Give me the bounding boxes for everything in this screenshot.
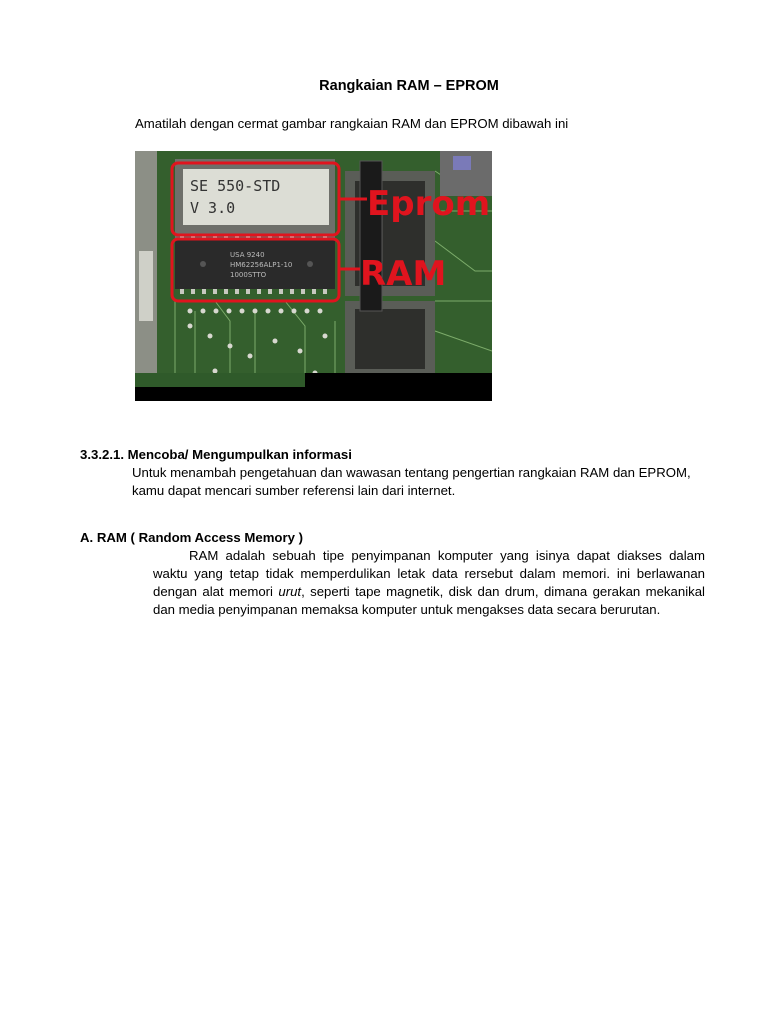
ram-eprom-photo <box>135 151 492 401</box>
ram-chip-line1: USA 9240 <box>230 251 265 259</box>
section-body-ram <box>153 547 705 619</box>
eprom-label: Eprom <box>367 184 491 224</box>
section-body-3-3-2-1: Untuk menambah pengetahuan dan wawasan tentang pengertian rangkaian RAM dan EPROM, kamu dapat mencari sumber referensi lain dari internet. <box>132 465 691 498</box>
ram-body-part1: RAM adalah sebuah tipe penyimpanan komputer yang isinya dapat diakses dalam waktu yang tetap tidak memperdulikan letak data rersebut dalam memori. ini berlawanan dengan alat memori <box>153 548 705 599</box>
section-heading-3-3-2-1: 3.3.2.1. Mencoba/ Mengumpulkan informasi <box>80 447 352 462</box>
ram-chip-line2: HM62256ALP1-10 <box>230 261 293 269</box>
section-heading-ram: A. RAM ( Random Access Memory ) <box>80 530 304 545</box>
eprom-label-line1: SE 550-STD <box>190 177 281 195</box>
ram-body-part2: , seperti tape magnetik, disk dan drum, dimana gerakan mekanikal dan media penyimpanan memaksa komputer untuk mengakses data secara berurutan. <box>153 584 705 617</box>
ram-label: RAM <box>360 254 447 294</box>
intro-text: Amatilah dengan cermat gambar rangkaian RAM dan EPROM dibawah ini <box>135 116 569 131</box>
page-title: Rangkaian RAM – EPROM <box>319 78 499 94</box>
ram-body-italic: urut <box>278 584 302 599</box>
eprom-label-line2: V 3.0 <box>190 199 236 217</box>
ram-chip-line3: 1000STTO <box>230 271 267 279</box>
